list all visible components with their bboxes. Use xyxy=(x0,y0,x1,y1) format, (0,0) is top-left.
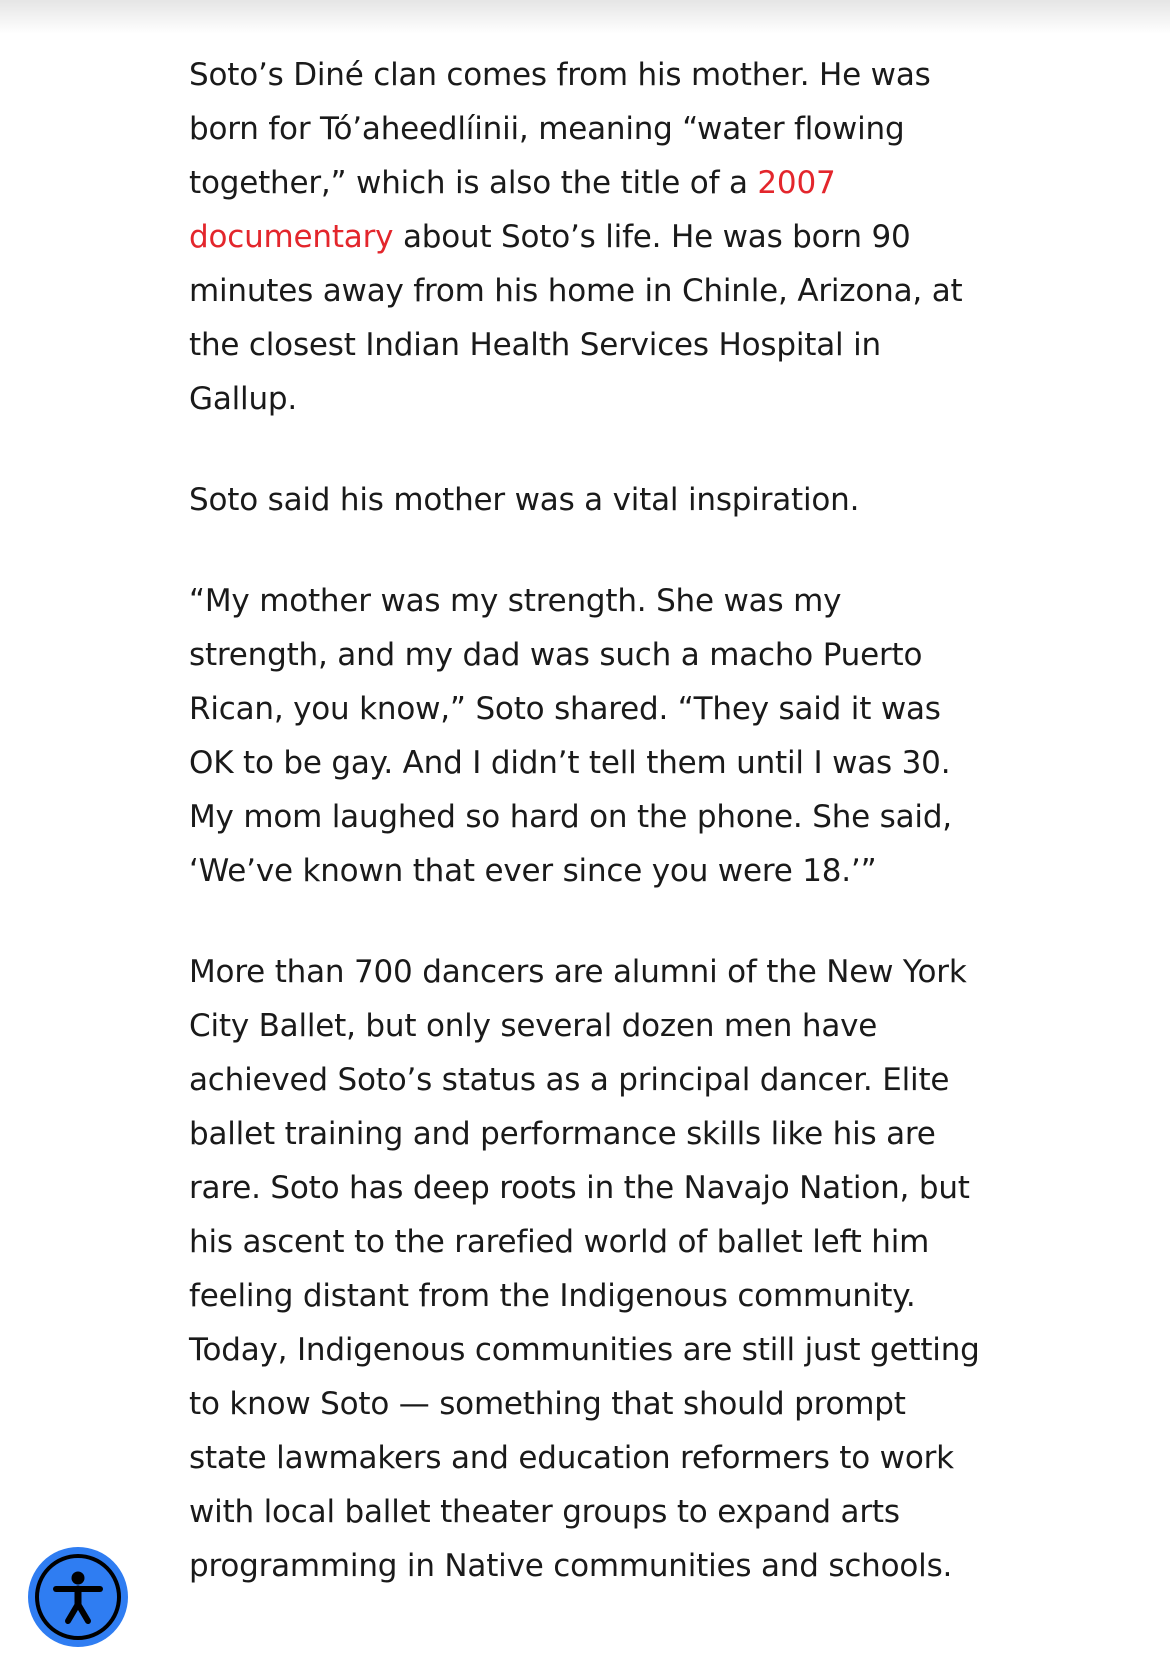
paragraph-clan-text-before: Soto’s Diné clan comes from his mother. He was born for Tó’aheedlíinii, meaning “water flowing together,” which is also the title of a xyxy=(189,57,931,201)
paragraph-quote: “My mother was my strength. She was my strength, and my dad was such a macho Puerto Rican, you know,” Soto shared. “They said it was OK to be gay. And I didn’t tell them until I was 30. My mom laughed so hard on the phone. She said, ‘We’ve known that ever since you were 18.’” xyxy=(189,583,952,889)
paragraph-inspiration: Soto said his mother was a vital inspiration. xyxy=(189,482,860,518)
paragraph-alumni: More than 700 dancers are alumni of the New York City Ballet, but only several dozen men have achieved Soto’s status as a principal dancer. Elite ballet training and performance skills like his are rare. Soto has deep roots in the Navajo Nation, but his ascent to the rarefied world of ballet left him feeling distant from the Indigenous community. Today, Indigenous communities are still just getting to know Soto — something that should prompt state lawmakers and education reformers to work with local ballet theater groups to expand arts programming in Native communities and schools. xyxy=(189,954,980,1584)
header-shadow xyxy=(0,0,1170,34)
accessibility-person-icon xyxy=(28,1547,128,1647)
paragraph-clan-text-after: about Soto’s life. He was born 90 minutes away from his home in Chinle, Arizona, at the closest Indian Health Services Hospital in Gallup. xyxy=(189,219,963,417)
documentary-link[interactable]: 2007 documentary xyxy=(189,165,836,255)
paragraph-clan xyxy=(189,48,989,426)
accessibility-button[interactable] xyxy=(28,1547,128,1647)
article-body xyxy=(189,48,989,1640)
